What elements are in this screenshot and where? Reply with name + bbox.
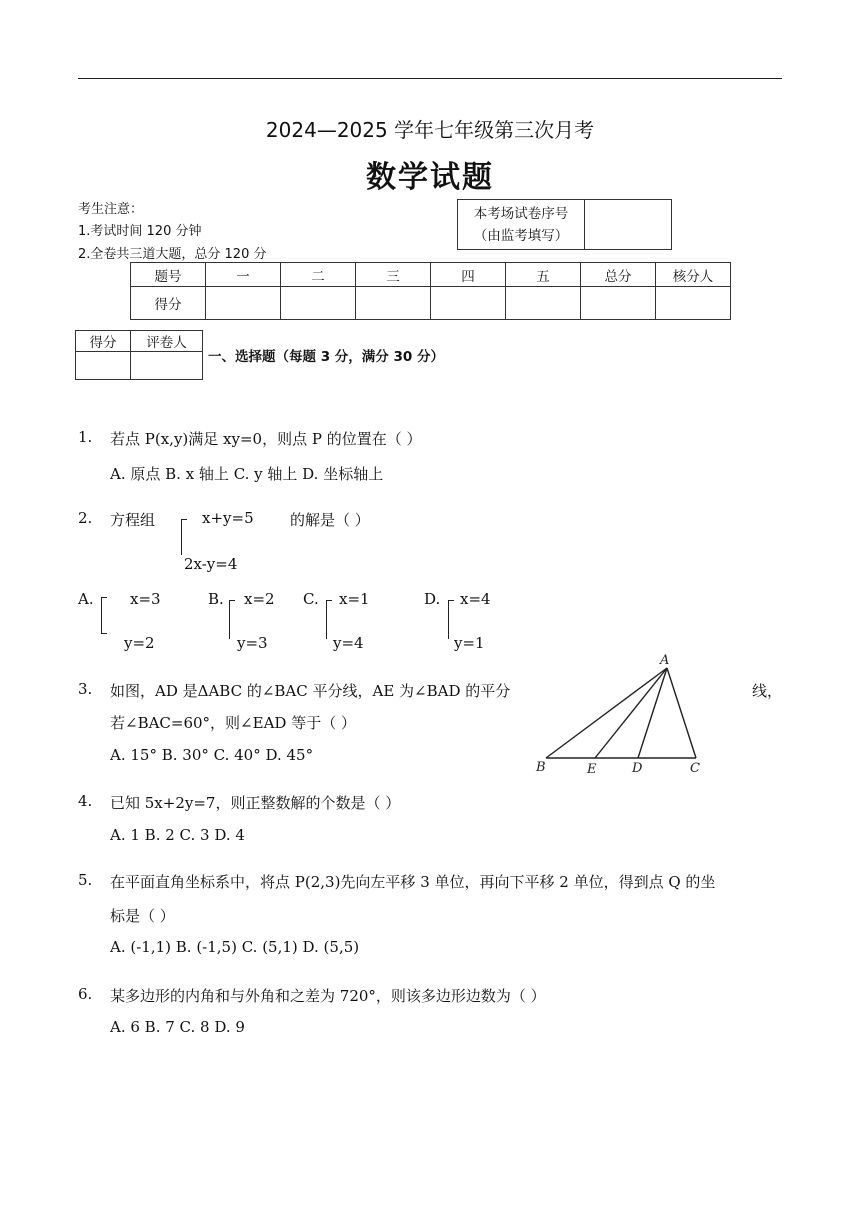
- question-text-line2: 标是（ ）: [110, 907, 175, 925]
- seat-box-line1: 本考场试卷序号: [473, 205, 569, 222]
- choice-label: B.: [208, 590, 224, 608]
- score-table: [130, 262, 731, 320]
- score-header-cell: 五: [506, 263, 581, 287]
- segment-ac: [667, 668, 696, 758]
- grader-score-cell[interactable]: [76, 352, 131, 380]
- question-number: 3.: [78, 680, 93, 698]
- vertex-label-c: C: [690, 761, 700, 776]
- grader-score-header: 得分: [76, 331, 131, 352]
- question-number: 2.: [78, 509, 93, 527]
- point-label-e: E: [587, 762, 597, 777]
- seat-number-box: [457, 199, 672, 250]
- choice-bottom: y=2: [124, 634, 155, 652]
- system-brace: [181, 519, 187, 555]
- system-equation: 2x-y=4: [184, 555, 238, 573]
- score-cell[interactable]: [431, 287, 506, 320]
- question-options: A. 6 B. 7 C. 8 D. 9: [110, 1018, 245, 1036]
- choice-brace: [326, 600, 332, 639]
- question-text: 方程组: [110, 511, 156, 529]
- notes-heading: 考生注意：: [78, 202, 144, 217]
- question-text: 在平面直角坐标系中，将点 P(2,3)先向左平移 3 单位，再向下平移 2 单位，得到点 Q 的坐: [110, 873, 716, 891]
- score-header-cell: 核分人: [656, 263, 731, 287]
- question-text-line2: 若∠BAC=60°，则∠EAD 等于（ ）: [110, 714, 356, 732]
- exam-title: 2024—2025 学年七年级第三次月考: [265, 118, 595, 142]
- choice-top: x=2: [244, 590, 275, 608]
- choice-label: C.: [303, 590, 319, 608]
- system-equation: x+y=5: [202, 509, 254, 527]
- choice-bottom: y=3: [237, 634, 268, 652]
- seat-number-field[interactable]: [585, 200, 672, 250]
- segment-ad: [638, 668, 667, 758]
- top-rule: [78, 78, 782, 79]
- question-text: 已知 5x+2y=7，则正整数解的个数是（ ）: [110, 794, 401, 812]
- question-options: A. 15° B. 30° C. 40° D. 45°: [110, 746, 314, 764]
- grader-name-header: 评卷人: [131, 331, 203, 352]
- score-cell[interactable]: [206, 287, 281, 320]
- question-options: A. 1 B. 2 C. 3 D. 4: [110, 826, 245, 844]
- choice-brace: [229, 600, 235, 639]
- score-header-cell: 总分: [581, 263, 656, 287]
- choice-top: x=1: [339, 590, 370, 608]
- question-text: 如图，AD 是ΔABC 的∠BAC 平分线，AE 为∠BAD 的平分: [110, 682, 511, 700]
- question-number: 1.: [78, 428, 93, 446]
- seat-box-line2: （由监考填写）: [473, 227, 569, 244]
- question-number: 6.: [78, 985, 93, 1003]
- score-cell[interactable]: [656, 287, 731, 320]
- question-number: 4.: [78, 792, 93, 810]
- question-options: A. (-1,1) B. (-1,5) C. (5,1) D. (5,5): [110, 938, 360, 956]
- score-cell[interactable]: [281, 287, 356, 320]
- vertex-label-b: B: [536, 760, 546, 775]
- choice-bottom: y=1: [454, 634, 485, 652]
- score-header-cell: 二: [281, 263, 356, 287]
- choice-brace: [101, 597, 107, 634]
- note-item-1: 1.考试时间 120 分钟: [78, 224, 202, 239]
- question-number: 5.: [78, 871, 93, 889]
- choice-top: x=3: [130, 590, 161, 608]
- point-label-d: D: [632, 761, 643, 776]
- subject-title: 数学试题: [366, 160, 494, 195]
- note-item-2: 2.全卷共三道大题，总分 120 分: [78, 247, 267, 262]
- choice-top: x=4: [460, 590, 491, 608]
- question-text: 某多边形的内角和与外角和之差为 720°，则该多边形边数为（ ）: [110, 987, 546, 1005]
- grader-box: [75, 330, 203, 380]
- choice-label: D.: [424, 590, 441, 608]
- score-cell[interactable]: [356, 287, 431, 320]
- choice-label: A.: [78, 590, 94, 608]
- score-header-cell: 题号: [131, 263, 206, 287]
- question-text-end: 线，: [752, 682, 783, 700]
- score-cell[interactable]: [506, 287, 581, 320]
- score-row-label: 得分: [131, 287, 206, 320]
- section-title: 一、选择题（每题 3 分，满分 30 分）: [208, 349, 444, 365]
- score-header-cell: 四: [431, 263, 506, 287]
- choice-bottom: y=4: [333, 634, 364, 652]
- question-options: A. 原点 B. x 轴上 C. y 轴上 D. 坐标轴上: [110, 465, 384, 483]
- grader-name-cell[interactable]: [131, 352, 203, 380]
- triangle-figure: [530, 650, 720, 780]
- score-cell[interactable]: [581, 287, 656, 320]
- score-header-cell: 一: [206, 263, 281, 287]
- score-header-cell: 三: [356, 263, 431, 287]
- question-text: 若点 P(x,y)满足 xy=0，则点 P 的位置在（ ）: [110, 430, 422, 448]
- vertex-label-a: A: [660, 653, 670, 668]
- question-text-after: 的解是（ ）: [290, 511, 370, 529]
